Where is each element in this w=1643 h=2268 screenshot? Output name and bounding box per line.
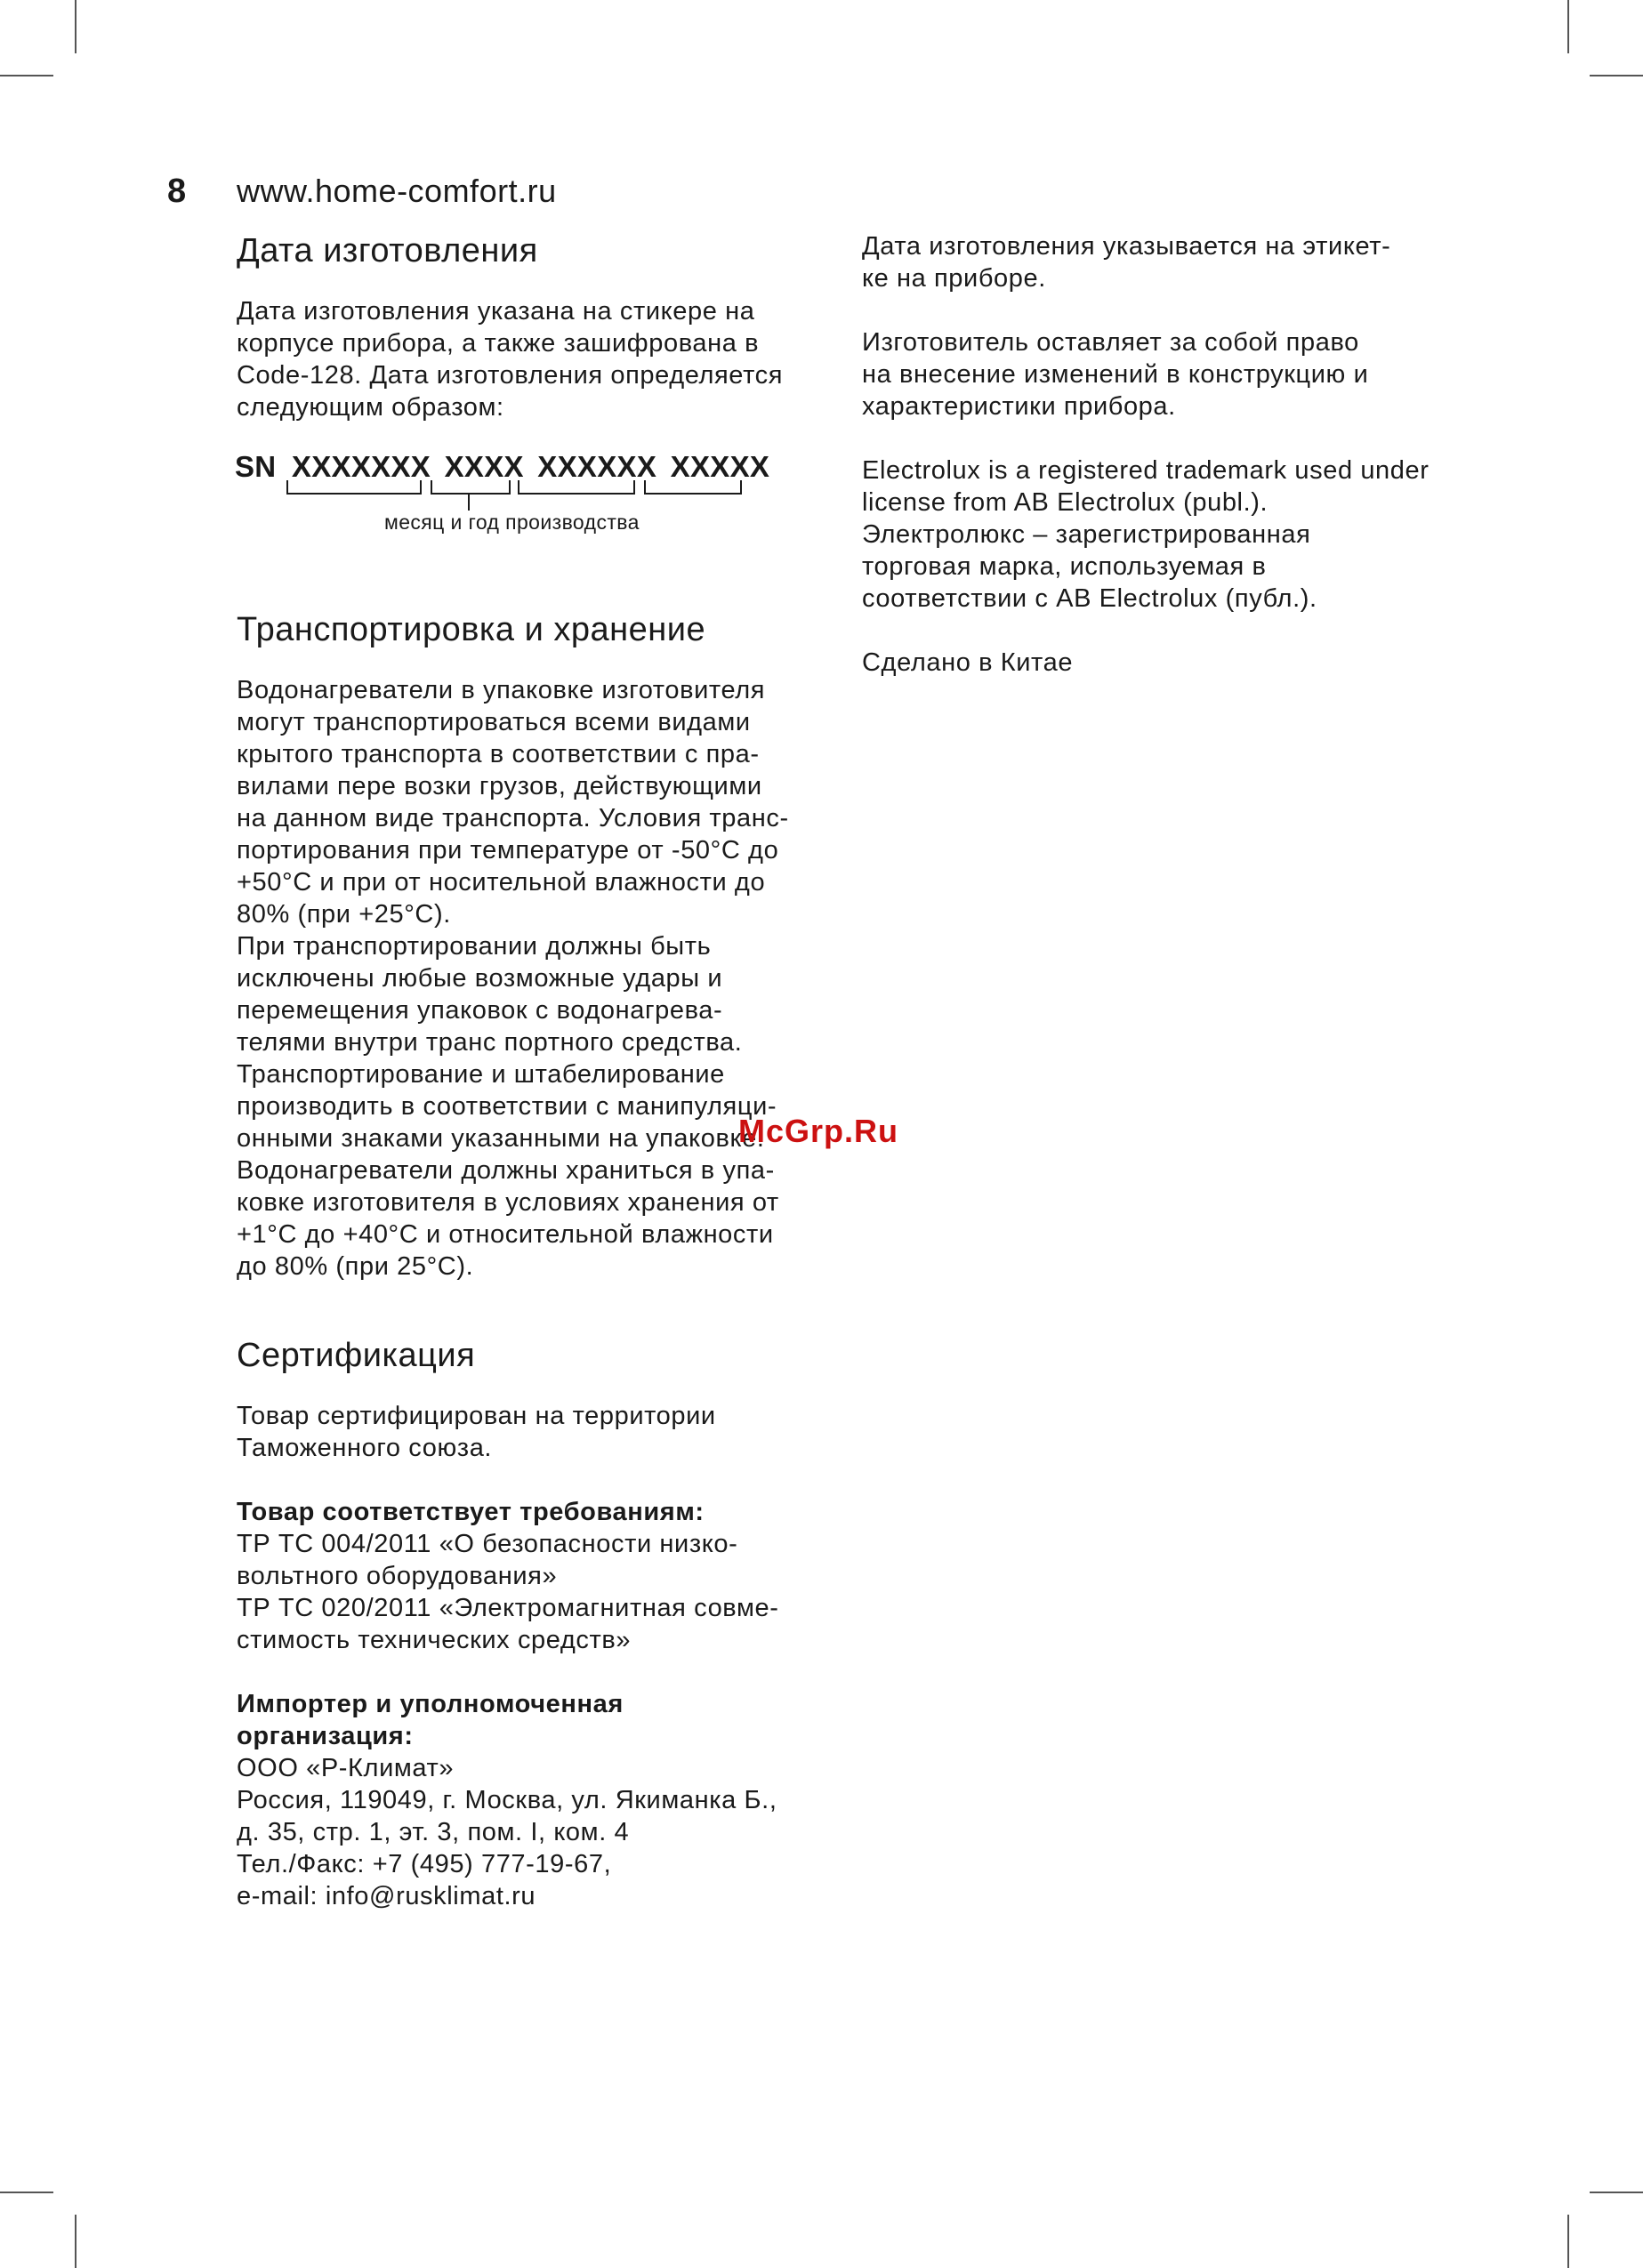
section-heading: Сертификация xyxy=(237,1337,476,1374)
crop-mark xyxy=(75,0,77,53)
crop-mark xyxy=(1567,0,1569,53)
crop-mark xyxy=(1567,2215,1569,2268)
sn-label: SN xyxy=(235,450,277,483)
serial-number-format xyxy=(235,449,769,485)
sn-group: XXXXX xyxy=(670,450,770,483)
paragraph: Изготовитель оставляет за собой право на внесение изменений в конструкцию и характеристики прибора. xyxy=(862,328,1369,421)
section-transport xyxy=(237,608,842,1283)
crop-mark xyxy=(0,75,53,76)
crop-mark xyxy=(75,2215,77,2268)
sn-caption: месяц и год производства xyxy=(384,511,640,534)
section-text: Водонагреватели в упаковке изготовителя могут транспортироваться всеми видами крытого транспорта в соответствии с пра- вилами пере возки грузов, действующими на данном виде транспорта. Условия транс- портирования при температуре от -50°С до +50°С и при от носительной влажности до 80% (при +25°С). При транспортировании должны быть исключены любые возможные удары и перемещения упаковок с водонагрева- телями внутри транс портного средства. Транспортирование и штабелирование производить в соответствии с манипуляци- онными знаками указанными на упаковке. Водонагреватели должны храниться в упа- ковке изготовителя в условиях хранения от +1°С до +40°С и относительной влажности до 80% (при 25°С). xyxy=(237,676,789,1281)
sn-bracket xyxy=(286,480,422,495)
paragraph: Electrolux is a registered trademark used under license from AB Electrolux (publ.). Электролюкс – зарегистрированная торговая марка, используемая в соответствии с AB Electrolux (публ.). xyxy=(862,456,1430,613)
section-heading: Транспортировка и хранение xyxy=(237,611,706,648)
sn-group: XXXXXX xyxy=(537,450,657,483)
sn-group: XXXXXXX xyxy=(291,450,431,483)
crop-mark xyxy=(1590,2192,1643,2193)
sn-bracket xyxy=(644,480,742,495)
sn-bracket xyxy=(431,480,511,495)
sn-bracket xyxy=(518,480,635,495)
section-certification xyxy=(237,1334,842,1912)
section-manufacture xyxy=(237,229,842,423)
requirements-title: Товар соответствует требованиям: xyxy=(237,1498,705,1526)
page-number: 8 xyxy=(167,173,187,210)
importer-text: ООО «Р-Климат» Россия, 119049, г. Москва, ул. Якиманка Б., д. 35, стр. 1, эт. 3, пом. I, ком. 4 Тел./Факс: +7 (495) 777-19-67, e-mail: info@rusklimat.ru xyxy=(237,1754,777,1910)
section-text: Дата изготовления указана на стикере на корпусе прибора, а также зашифрована в Code-128. Дата изготовления определяется следующим образом: xyxy=(237,297,784,422)
section-text: Товар сертифицирован на территории Таможенного союза. xyxy=(237,1402,716,1462)
importer-title: Импортер и уполномоченная организация: xyxy=(237,1690,624,1750)
right-column xyxy=(862,230,1458,679)
watermark: McGrp.Ru xyxy=(738,1113,899,1149)
sn-group: XXXX xyxy=(444,450,524,483)
section-heading: Дата изготовления xyxy=(237,232,538,269)
crop-mark xyxy=(0,2192,53,2193)
requirements-text: ТР ТС 004/2011 «О безопасности низко- вольтного оборудования» ТР ТС 020/2011 «Электромагнитная совме- стимость технических средств» xyxy=(237,1530,779,1654)
crop-mark xyxy=(1590,75,1643,76)
paragraph: Сделано в Китае xyxy=(862,648,1074,677)
site-url: www.home-comfort.ru xyxy=(237,173,557,209)
paragraph: Дата изготовления указывается на этикет- ке на приборе. xyxy=(862,232,1391,293)
